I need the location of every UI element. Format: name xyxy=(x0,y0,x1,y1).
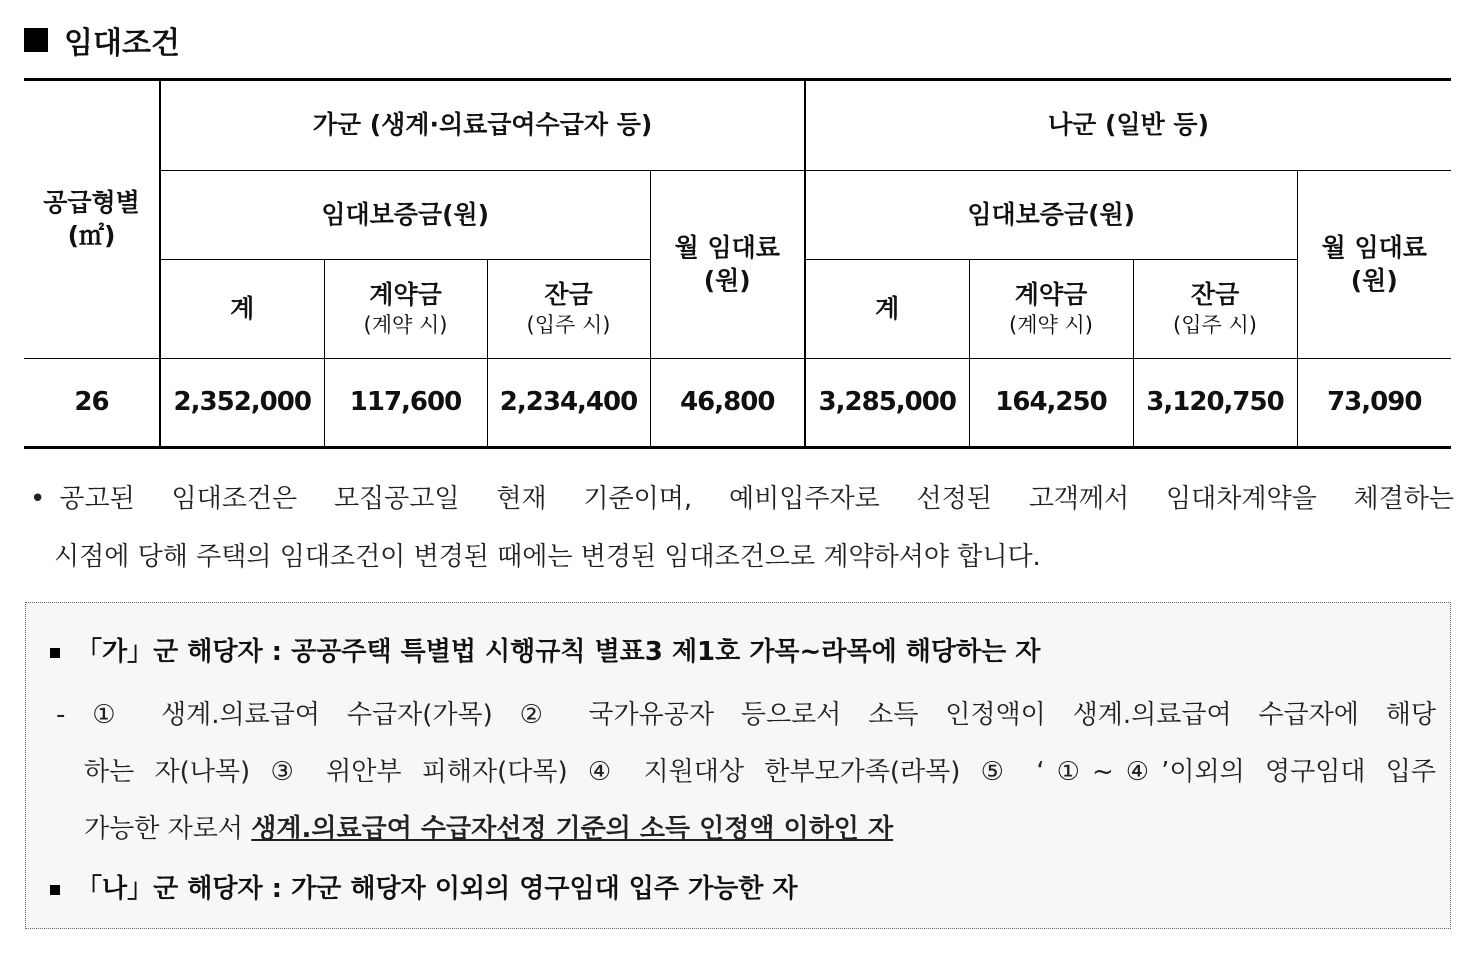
group-a-contract-header: 계약금 (계약 시) xyxy=(324,260,487,359)
group-a-total-cell: 2,352,000 xyxy=(160,359,324,448)
group-a-detail-line-1: - ① 생계.의료급여 수급자(가목) ② 국가유공자 등으로서 소득 인정액이 생계.의료급여 수급자에 해당 xyxy=(56,700,1436,730)
small-square-icon xyxy=(50,648,60,658)
group-a-monthly-rent-header: 월 임대료 (원) xyxy=(650,171,805,359)
black-square-icon xyxy=(24,28,48,52)
section-heading-text: 임대조건 xyxy=(64,26,180,61)
rent-note-line-1 xyxy=(30,470,1454,528)
group-a-eligibility-detail xyxy=(56,687,1436,858)
group-b-contract-header: 계약금 (계약 시) xyxy=(969,260,1133,359)
income-criteria-emphasis: 생계.의료급여 수급자선정 기준의 소득 인정액 이하인 자 xyxy=(251,814,894,844)
group-b-balance-header: 잔금 (입주 시) xyxy=(1133,260,1297,359)
group-b-balance-cell: 3,120,750 xyxy=(1133,359,1297,448)
group-b-total-cell: 3,285,000 xyxy=(805,359,969,448)
group-b-total-header: 계 xyxy=(805,260,969,359)
supply-type-cell: 26 xyxy=(24,359,160,448)
group-b-header: 나군 (일반 등) xyxy=(805,80,1451,171)
section-heading xyxy=(24,18,180,62)
small-square-icon xyxy=(50,885,60,895)
rent-conditions-table xyxy=(24,78,1451,449)
group-b-monthly-cell: 73,090 xyxy=(1297,359,1451,448)
table-row xyxy=(24,359,1451,448)
group-a-detail-line-3: 가능한 자로서 생계.의료급여 수급자선정 기준의 소득 인정액 이하인 자 xyxy=(84,814,894,844)
group-a-total-header: 계 xyxy=(160,260,324,359)
group-b-contract-cell: 164,250 xyxy=(969,359,1133,448)
group-a-deposit-header: 임대보증금(원) xyxy=(160,171,650,260)
supply-type-header: 공급형별 (㎡) xyxy=(24,80,160,359)
group-a-balance-header: 잔금 (입주 시) xyxy=(487,260,650,359)
rent-note-text-1: 공고된 임대조건은 모집공고일 현재 기준이며, 예비입주자로 선정된 고객께서 임대차계약을 체결하는 xyxy=(59,484,1454,514)
rent-note xyxy=(30,470,1454,586)
group-a-detail-line-2: 하는 자(나목) ③ 위안부 피해자(다목) ④ 지원대상 한부모가족(라목) ⑤ ‘①~④’이외의 영구임대 입주 xyxy=(84,757,1436,787)
group-b-monthly-rent-header: 월 임대료 (원) xyxy=(1297,171,1451,359)
bullet-icon: • xyxy=(30,484,46,514)
group-b-deposit-header: 임대보증금(원) xyxy=(805,171,1297,260)
group-b-eligibility-heading: 「나」군 해당자 : 가군 해당자 이외의 영구임대 입주 가능한 자 xyxy=(50,868,798,905)
group-a-contract-cell: 117,600 xyxy=(324,359,487,448)
group-a-balance-cell: 2,234,400 xyxy=(487,359,650,448)
group-a-monthly-cell: 46,800 xyxy=(650,359,805,448)
group-a-header: 가군 (생계·의료급여수급자 등) xyxy=(160,80,805,171)
rent-note-line-2: 시점에 당해 주택의 임대조건이 변경된 때에는 변경된 임대조건으로 계약하셔야 합니다. xyxy=(54,542,1041,572)
eligibility-box xyxy=(25,602,1451,929)
group-a-eligibility-heading: 「가」군 해당자 : 공공주택 특별법 시행규칙 별표3 제1호 가목~라목에 해당하는 자 xyxy=(50,631,1040,668)
